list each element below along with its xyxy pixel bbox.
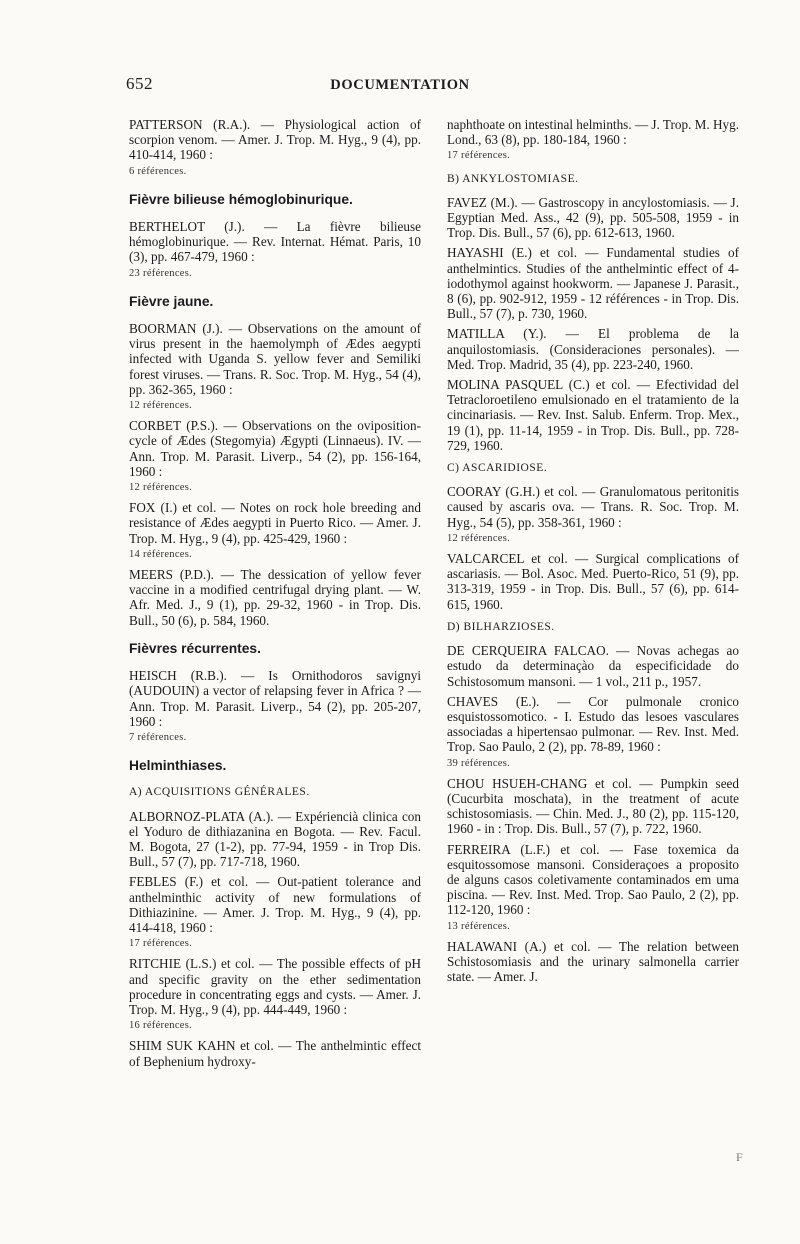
bibliography-entry [447,939,739,985]
entry-citation: BERTHELOT (J.). — La fièvre bilieuse hémoglobinurique. — Rev. Internat. Hémat. Paris, 10 (3), pp. 467-479, 1960 : [129,219,421,265]
bibliography-entry [129,321,421,413]
entry-reference-count: 17 références. [447,150,511,162]
bibliography-entry [447,377,739,453]
entry-citation: FOX (I.) et col. — Notes on rock hole breeding and resistance of Ædes aegypti in Puerto Rico. — Amer. J. Trop. M. Hyg., 9 (4), pp. 425-429, 1960 : [129,500,421,546]
page-number: 652 [126,74,153,93]
right-column [447,117,739,989]
entry-citation: naphthoate on intestinal helminths. — J. Trop. M. Hyg. Lond., 63 (8), pp. 180-184, 1960 : [447,117,739,148]
running-head: DOCUMENTATION [330,77,470,93]
bibliography-entry [447,842,739,934]
entry-citation: CHOU HSUEH-CHANG et col. — Pumpkin seed (Cucurbita moschata), in the treatment of acute schistosomiasis. — Chin. Med. J., 80 (2), pp. 115-120, 1960 - in : Trop. Dis. Bull., 57 (7), p. 722, 1960. [447,775,739,837]
section-subheading: B) ANKYLOSTOMIASE. [447,172,579,185]
entry-reference-count: 6 références. [129,165,187,177]
entry-reference-count: 7 références. [129,731,187,743]
entry-citation: FEBLES (F.) et col. — Out-patient tolerance and anthelminthic activity of new formulations of Dithiazinine. — Amer. J. Trop. M. Hyg., 9 (4), pp. 414-418, 1960 : [129,874,421,935]
section-heading: Helminthiases. [129,758,227,774]
bibliography-entry [447,694,739,771]
section-heading: Fièvres récurrentes. [129,640,261,656]
section-heading: Fièvre bilieuse hémoglobinurique. [129,191,353,207]
section-subheading: A) ACQUISITIONS GÉNÉRALES. [129,786,310,799]
entry-citation: VALCARCEL et col. — Surgical complications of ascariasis. — Bol. Asoc. Med. Puerto-Rico, 51 (9), pp. 313-319, 1959 - in Trop. Dis. Bull., 57 (6), pp. 614-615, 1960. [447,551,739,612]
entry-reference-count: 17 références. [129,938,193,950]
entry-citation: FAVEZ (M.). — Gastroscopy in ancylostomiasis. — J. Egyptian Med. Ass., 42 (9), pp. 505-508, 1959 - in Trop. Dis. Bull., 57 (6), pp. 612-613, 1960. [447,194,739,241]
bibliography-entry [129,668,421,745]
bibliography-entry [447,195,739,241]
entry-citation: HAYASHI (E.) et col. — Fundamental studies of anthelmintics. Studies of the anthelmintic effect of 4-iodothymol against hookworm. — Japanese J. Parasit., 8 (6), pp. 902-912, 1959 - 12 références - in Trop. Dis. Bull., 57 (7), p. 730, 1960. [447,245,739,322]
bibliography-entry [129,117,421,179]
bibliography-entry [447,551,739,612]
entry-reference-count: 39 références. [447,757,511,769]
entry-citation: FERREIRA (L.F.) et col. — Fase toxemica da esquitossomose mansoni. Consideraçoes a proposito de alguns casos coletivamente contaminados em uma piscina. — Rev. Inst. Med. Trop. Sao Paulo, 2 (2), pp. 112-120, 1960 : [447,841,739,918]
entry-reference-count: 13 références. [447,920,511,932]
entry-citation: ALBORNOZ-PLATA (A.). — Expériencià clinica con el Yoduro de dithiazanina en Bogota. — Rev. Facul. M. Bogota, 27 (1-2), pp. 77-94, 1959 - in Trop Dis. Bull., 57 (7), pp. 717-718, 1960. [129,808,421,870]
entry-reference-count: 16 références. [129,1020,193,1032]
entry-citation: RITCHIE (L.S.) et col. — The possible effects of pH and specific gravity on the ether sedimentation procedure in concentrating eggs and cysts. — Amer. J. Trop. M. Hyg., 9 (4), pp. 444-449, 1960 : [129,956,421,1017]
bibliography-entry [129,1038,421,1068]
entry-citation: CORBET (P.S.). — Observations on the oviposition-cycle of Ædes (Stegomyia) Ægypti (Linnaeus). IV. — Ann. Trop. M. Parasit. Liverp., 54 (2), pp. 156-164, 1960 : [129,418,421,479]
bibliography-entry [129,418,421,495]
bibliography-entry [447,117,739,164]
entry-citation: PATTERSON (R.A.). — Physiological action of scorpion venom. — Amer. J. Trop. M. Hyg., 9 (4), pp. 410-414, 1960 : [129,117,421,163]
bibliography-entry [447,776,739,837]
section-heading: Fièvre jaune. [129,293,214,309]
entry-reference-count: 23 références. [129,267,193,279]
bibliography-entry [129,567,421,628]
entry-citation: MOLINA PASQUEL (C.) et col. — Efectividad del Tetracloroetileno emulsionado en el tratamiento de la cincinariasis. — Rev. Inst. Salub. Enferm. Trop. Mex., 19 (1), pp. 11-14, 1959 - in Trop. Dis. Bull., pp. 728-729, 1960. [447,377,739,453]
section-subheading: D) BILHARZIOSES. [447,620,555,633]
entry-citation: MEERS (P.D.). — The dessication of yellow fever vaccine in a modified centrifugal drying plant. — W. Afr. Med. J., 9 (1), pp. 29-32, 1960 - in Trop. Dis. Bull., 50 (6), p. 584, 1960. [129,567,421,628]
bibliography-entry [447,484,739,546]
entry-citation: MATILLA (Y.). — El problema de la anquilostomiasis. (Consideraciones personales). — Med. Trop. Madrid, 35 (4), pp. 223-240, 1960. [447,326,739,372]
entry-reference-count: 14 références. [129,548,193,560]
bibliography-entry [447,245,739,321]
entry-citation: SHIM SUK KAHN et col. — The anthelmintic effect of Bephenium hydroxy- [129,1038,421,1069]
entry-citation: BOORMAN (J.). — Observations on the amount of virus present in the haemolymph of Ædes aegypti infected with Uganda S. yellow fever and Semiliki forest viruses. — Trans. R. Soc. Trop. M. Hyg., 54 (4), pp. 362-365, 1960 : [129,321,421,397]
entry-citation: DE CERQUEIRA FALCAO. — Novas achegas ao estudo da determinaçào da especificidade do Schistosomum mansoni. — 1 vol., 211 p., 1957. [447,643,739,689]
bibliography-entry [129,956,421,1033]
bibliography-entry [129,500,421,562]
bibliography-entry [129,219,421,281]
bibliography-entry [447,326,739,372]
left-column [129,117,421,1074]
section-subheading: C) ASCARIDIOSE. [447,462,548,475]
bibliography-entry [129,874,421,951]
entry-reference-count: 12 références. [447,532,511,544]
entry-reference-count: 12 références. [129,400,193,412]
bibliography-entry [129,809,421,870]
entry-citation: CHAVES (E.). — Cor pulmonale cronico esquistossomotico. - I. Estudo das lesoes vasculares associadas a hipertensao pulmonar. — Rev. Inst. Med. Trop. Sao Paulo, 2 (2), pp. 78-89, 1960 : [447,693,739,755]
entry-reference-count: 12 références. [129,482,193,494]
entry-citation: HALAWANI (A.) et col. — The relation between Schistosomiasis and the urinary salmonella carrier state. — Amer. J. [447,938,739,985]
entry-citation: COORAY (G.H.) et col. — Granulomatous peritonitis caused by ascaris ova. — Trans. R. Soc. Trop. M. Hyg., 54 (5), pp. 358-361, 1960 : [447,484,739,530]
entry-citation: HEISCH (R.B.). — Is Ornithodoros savignyi (AUDOUIN) a vector of relapsing fever in Africa ? — Ann. Trop. M. Parasit. Liverp., 54 (2), pp. 205-207, 1960 : [129,668,421,729]
margin-mark: F [736,1150,743,1164]
bibliography-entry [447,643,739,689]
